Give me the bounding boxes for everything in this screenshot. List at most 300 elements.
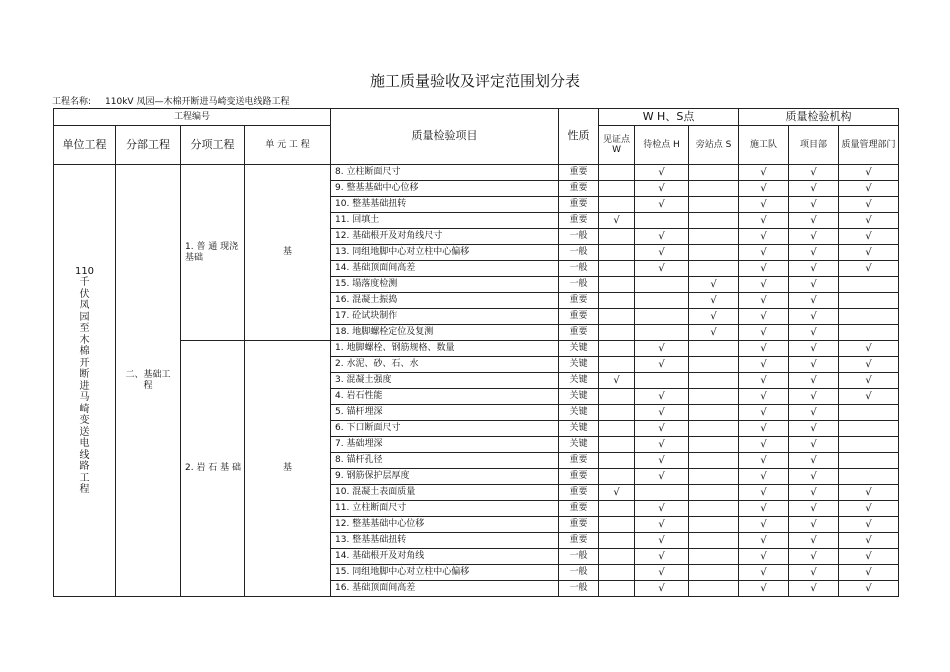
check-mark-icon: √ (810, 262, 817, 274)
check-cell (839, 197, 899, 213)
nature-cell: 关键 (559, 421, 599, 437)
check-cell (739, 549, 789, 565)
check-cell (599, 181, 635, 197)
unit-project-char: 110 (74, 265, 95, 277)
check-cell (739, 533, 789, 549)
check-cell (789, 341, 839, 357)
check-cell (839, 565, 899, 581)
check-cell (839, 581, 899, 597)
check-cell (839, 165, 899, 181)
check-mark-icon: √ (810, 550, 817, 562)
check-cell (739, 293, 789, 309)
nature-cell: 关键 (559, 405, 599, 421)
check-mark-icon: √ (865, 166, 872, 178)
check-cell (689, 389, 739, 405)
check-cell (689, 501, 739, 517)
check-mark-icon: √ (613, 214, 620, 226)
check-cell (839, 453, 899, 469)
unit-project-char: 凤 (79, 300, 90, 311)
check-mark-icon: √ (658, 582, 665, 594)
nature-cell: 一般 (559, 565, 599, 581)
check-mark-icon: √ (865, 198, 872, 210)
inspection-item: 12. 整基基础中心位移 (331, 517, 559, 533)
check-mark-icon: √ (613, 374, 620, 386)
check-cell (599, 357, 635, 373)
check-mark-icon: √ (658, 358, 665, 370)
nature-cell: 重要 (559, 501, 599, 517)
header-project-dept: 项目部 (789, 126, 839, 165)
check-cell (599, 309, 635, 325)
check-mark-icon: √ (760, 582, 767, 594)
check-cell (599, 517, 635, 533)
inspection-item: 6. 下口断面尺寸 (331, 421, 559, 437)
nature-cell: 一般 (559, 245, 599, 261)
check-mark-icon: √ (710, 326, 717, 338)
check-cell (839, 517, 899, 533)
unit-project-cell (54, 165, 116, 597)
check-mark-icon: √ (865, 246, 872, 258)
check-cell (839, 245, 899, 261)
check-mark-icon: √ (760, 214, 767, 226)
check-cell (739, 437, 789, 453)
check-mark-icon: √ (810, 454, 817, 466)
check-cell (839, 437, 899, 453)
nature-cell: 一般 (559, 581, 599, 597)
inspection-table (53, 108, 899, 597)
check-mark-icon: √ (760, 406, 767, 418)
unit-project-char: 千 (79, 277, 90, 288)
check-cell (689, 357, 739, 373)
check-cell (689, 421, 739, 437)
check-mark-icon: √ (760, 374, 767, 386)
check-cell (789, 261, 839, 277)
check-cell (789, 293, 839, 309)
header-element-project: 单 元 工 程 (245, 126, 331, 165)
check-mark-icon: √ (658, 166, 665, 178)
check-mark-icon: √ (760, 486, 767, 498)
check-mark-icon: √ (760, 246, 767, 258)
nature-cell: 重要 (559, 485, 599, 501)
check-mark-icon: √ (658, 534, 665, 546)
check-cell (689, 341, 739, 357)
check-cell (689, 197, 739, 213)
check-cell (739, 581, 789, 597)
check-cell (635, 341, 689, 357)
check-mark-icon: √ (865, 182, 872, 194)
check-cell (789, 581, 839, 597)
check-cell (635, 293, 689, 309)
unit-project-char: 断 (79, 369, 90, 380)
inspection-item: 11. 回填土 (331, 213, 559, 229)
header-side-point: 旁站点 S (689, 126, 739, 165)
check-cell (689, 437, 739, 453)
check-mark-icon: √ (658, 230, 665, 242)
check-cell (635, 549, 689, 565)
check-cell (635, 325, 689, 341)
check-mark-icon: √ (810, 406, 817, 418)
inspection-item: 15. 同组地脚中心对立柱中心偏移 (331, 565, 559, 581)
header-hold-point: 待检点 H (635, 126, 689, 165)
check-cell (839, 229, 899, 245)
check-cell (635, 165, 689, 181)
check-cell (599, 485, 635, 501)
nature-cell: 一般 (559, 549, 599, 565)
check-cell (635, 213, 689, 229)
check-cell (599, 325, 635, 341)
inspection-item: 10. 整基基础扭转 (331, 197, 559, 213)
check-mark-icon: √ (760, 422, 767, 434)
check-cell (739, 517, 789, 533)
check-mark-icon: √ (760, 198, 767, 210)
page-title: 施工质量验收及评定范围划分表 (369, 72, 580, 90)
check-cell (789, 373, 839, 389)
nature-cell: 重要 (559, 165, 599, 181)
check-mark-icon: √ (810, 198, 817, 210)
check-cell (739, 261, 789, 277)
check-mark-icon: √ (658, 342, 665, 354)
check-mark-icon: √ (865, 342, 872, 354)
header-witness-point: 见证点 W (599, 126, 635, 165)
check-cell (789, 389, 839, 405)
check-cell (635, 437, 689, 453)
check-cell (789, 453, 839, 469)
check-cell (635, 501, 689, 517)
check-mark-icon: √ (865, 214, 872, 226)
check-cell (635, 453, 689, 469)
nature-cell: 重要 (559, 293, 599, 309)
check-mark-icon: √ (710, 278, 717, 290)
check-cell (789, 325, 839, 341)
check-cell (839, 261, 899, 277)
check-cell (739, 565, 789, 581)
project-label: 工程名称: (52, 97, 92, 107)
inspection-item: 16. 基础顶面间高差 (331, 581, 559, 597)
check-cell (635, 421, 689, 437)
check-cell (789, 533, 839, 549)
check-cell (739, 277, 789, 293)
inspection-item: 2. 水泥、砂、石、水 (331, 357, 559, 373)
check-cell (689, 565, 739, 581)
inspection-item: 5. 锚杆埋深 (331, 405, 559, 421)
check-cell (689, 533, 739, 549)
check-cell (839, 421, 899, 437)
check-cell (599, 213, 635, 229)
check-cell (739, 485, 789, 501)
check-cell (599, 453, 635, 469)
check-mark-icon: √ (760, 326, 767, 338)
nature-cell: 重要 (559, 213, 599, 229)
unit-project-char: 崎 (79, 403, 90, 415)
inspection-item: 9. 整基基础中心位移 (331, 181, 559, 197)
nature-cell: 关键 (559, 341, 599, 357)
check-cell (739, 181, 789, 197)
check-cell (739, 389, 789, 405)
check-cell (689, 213, 739, 229)
check-mark-icon: √ (810, 502, 817, 514)
check-mark-icon: √ (865, 230, 872, 242)
inspection-item: 3. 混凝土强度 (331, 373, 559, 389)
check-cell (839, 309, 899, 325)
check-cell (689, 581, 739, 597)
check-mark-icon: √ (865, 518, 872, 530)
inspection-item: 12. 基础根开及对角线尺寸 (331, 229, 559, 245)
check-cell (739, 213, 789, 229)
check-cell (739, 453, 789, 469)
check-cell (635, 565, 689, 581)
item-project-cell: 2. 岩 石 基 础 (181, 341, 245, 597)
check-mark-icon: √ (760, 470, 767, 482)
check-cell (739, 245, 789, 261)
check-cell (689, 469, 739, 485)
item-project-cell: 1. 普 通 现浇基础 (181, 165, 245, 341)
project-line (52, 94, 289, 107)
check-cell (789, 277, 839, 293)
check-cell (599, 277, 635, 293)
check-cell (635, 197, 689, 213)
check-cell (839, 501, 899, 517)
check-cell (599, 421, 635, 437)
check-cell (739, 325, 789, 341)
check-cell (635, 389, 689, 405)
header-unit-project: 单位工程 (54, 126, 116, 165)
inspection-item: 11. 立柱断面尺寸 (331, 501, 559, 517)
check-cell (635, 405, 689, 421)
check-cell (789, 437, 839, 453)
element-project-cell: 基 (245, 165, 331, 341)
nature-cell: 关键 (559, 357, 599, 373)
nature-cell: 重要 (559, 453, 599, 469)
check-cell (635, 357, 689, 373)
unit-project-char: 电 (79, 438, 90, 449)
check-cell (739, 341, 789, 357)
check-mark-icon: √ (810, 438, 817, 450)
check-mark-icon: √ (760, 454, 767, 466)
check-cell (789, 421, 839, 437)
check-mark-icon: √ (810, 342, 817, 354)
check-mark-icon: √ (810, 230, 817, 242)
check-cell (789, 309, 839, 325)
check-mark-icon: √ (760, 262, 767, 274)
check-cell (635, 245, 689, 261)
header-whs-group: W H、S点 (599, 109, 739, 126)
check-mark-icon: √ (760, 278, 767, 290)
check-cell (635, 485, 689, 501)
check-mark-icon: √ (658, 182, 665, 194)
inspection-item: 13. 同组地脚中心对立柱中心偏移 (331, 245, 559, 261)
check-cell (635, 309, 689, 325)
check-cell (839, 341, 899, 357)
check-cell (839, 389, 899, 405)
check-mark-icon: √ (865, 358, 872, 370)
nature-cell: 关键 (559, 389, 599, 405)
check-mark-icon: √ (760, 182, 767, 194)
inspection-item: 9. 钢筋保护层厚度 (331, 469, 559, 485)
check-mark-icon: √ (760, 518, 767, 530)
check-cell (789, 229, 839, 245)
check-mark-icon: √ (613, 486, 620, 498)
check-mark-icon: √ (865, 390, 872, 402)
check-mark-icon: √ (658, 438, 665, 450)
unit-project-char: 程 (79, 484, 90, 495)
check-cell (599, 373, 635, 389)
check-mark-icon: √ (760, 230, 767, 242)
check-cell (839, 181, 899, 197)
check-mark-icon: √ (760, 294, 767, 306)
nature-cell: 一般 (559, 277, 599, 293)
check-mark-icon: √ (865, 486, 872, 498)
check-cell (739, 165, 789, 181)
unit-project-char: 工 (79, 472, 90, 484)
check-cell (839, 549, 899, 565)
check-mark-icon: √ (810, 294, 817, 306)
check-mark-icon: √ (810, 566, 817, 578)
check-mark-icon: √ (658, 198, 665, 210)
check-mark-icon: √ (865, 534, 872, 546)
check-cell (739, 229, 789, 245)
check-mark-icon: √ (658, 550, 665, 562)
check-mark-icon: √ (760, 342, 767, 354)
check-cell (739, 309, 789, 325)
header-quality-dept: 质量管理部门 (839, 126, 899, 165)
check-cell (599, 549, 635, 565)
nature-cell: 一般 (559, 261, 599, 277)
check-mark-icon: √ (810, 182, 817, 194)
check-mark-icon: √ (658, 422, 665, 434)
check-cell (689, 485, 739, 501)
check-mark-icon: √ (658, 470, 665, 482)
check-cell (739, 197, 789, 213)
check-cell (635, 469, 689, 485)
inspection-item: 18. 地脚螺栓定位及复测 (331, 325, 559, 341)
check-cell (599, 405, 635, 421)
check-cell (689, 405, 739, 421)
check-mark-icon: √ (865, 566, 872, 578)
unit-project-char: 变 (79, 415, 90, 426)
check-mark-icon: √ (760, 166, 767, 178)
check-cell (689, 293, 739, 309)
check-cell (635, 229, 689, 245)
nature-cell: 重要 (559, 325, 599, 341)
check-cell (635, 277, 689, 293)
check-cell (789, 501, 839, 517)
check-mark-icon: √ (810, 582, 817, 594)
check-cell (839, 357, 899, 373)
header-nature: 性质 (559, 109, 599, 165)
nature-cell: 重要 (559, 197, 599, 213)
check-mark-icon: √ (810, 534, 817, 546)
check-cell (599, 261, 635, 277)
element-project-cell: 基 (245, 341, 331, 597)
inspection-item: 4. 岩石性能 (331, 389, 559, 405)
check-cell (635, 373, 689, 389)
header-inspection-item: 质量检验项目 (331, 109, 559, 165)
header-org-group: 质量检验机构 (739, 109, 899, 126)
nature-cell: 重要 (559, 181, 599, 197)
check-mark-icon: √ (810, 246, 817, 258)
nature-cell: 重要 (559, 517, 599, 533)
inspection-item: 15. 塌落度检测 (331, 277, 559, 293)
check-mark-icon: √ (810, 390, 817, 402)
inspection-item: 14. 基础根开及对角线 (331, 549, 559, 565)
check-cell (599, 341, 635, 357)
check-cell (635, 517, 689, 533)
check-mark-icon: √ (760, 438, 767, 450)
check-cell (689, 277, 739, 293)
inspection-item: 7. 基础埋深 (331, 437, 559, 453)
table-body (54, 165, 899, 597)
check-mark-icon: √ (810, 310, 817, 322)
check-cell (689, 549, 739, 565)
check-cell (739, 357, 789, 373)
unit-project-char: 路 (79, 461, 90, 472)
nature-cell: 重要 (559, 533, 599, 549)
check-cell (599, 533, 635, 549)
inspection-item: 8. 立柱断面尺寸 (331, 165, 559, 181)
unit-project-char: 伏 (79, 288, 90, 300)
check-cell (789, 165, 839, 181)
check-cell (789, 405, 839, 421)
check-mark-icon: √ (658, 406, 665, 418)
unit-project-char: 至 (79, 323, 90, 334)
nature-cell: 关键 (559, 437, 599, 453)
check-mark-icon: √ (760, 502, 767, 514)
check-cell (839, 277, 899, 293)
check-cell (689, 325, 739, 341)
table-row (54, 341, 899, 357)
check-cell (789, 197, 839, 213)
check-cell (599, 581, 635, 597)
check-cell (599, 245, 635, 261)
unit-project-char: 开 (79, 357, 90, 369)
check-mark-icon: √ (810, 326, 817, 338)
check-cell (839, 293, 899, 309)
check-cell (635, 181, 689, 197)
check-cell (739, 405, 789, 421)
nature-cell: 重要 (559, 469, 599, 485)
check-cell (689, 373, 739, 389)
check-cell (689, 181, 739, 197)
check-cell (739, 373, 789, 389)
unit-project-char: 线 (79, 449, 90, 461)
check-cell (739, 501, 789, 517)
check-mark-icon: √ (658, 518, 665, 530)
check-cell (739, 421, 789, 437)
check-cell (599, 389, 635, 405)
check-cell (789, 181, 839, 197)
check-cell (839, 533, 899, 549)
project-name: 110kV 凤园—木棉开断进马崎变送电线路工程 (105, 97, 290, 107)
check-mark-icon: √ (658, 454, 665, 466)
check-cell (689, 517, 739, 533)
inspection-item: 10. 混凝土表面质量 (331, 485, 559, 501)
check-cell (599, 293, 635, 309)
unit-project-char: 送 (79, 426, 90, 438)
check-cell (689, 245, 739, 261)
unit-project-char: 园 (79, 311, 90, 323)
unit-project-char: 木 (79, 334, 90, 346)
check-cell (739, 469, 789, 485)
check-mark-icon: √ (810, 166, 817, 178)
check-mark-icon: √ (710, 294, 717, 306)
check-mark-icon: √ (865, 262, 872, 274)
check-mark-icon: √ (760, 358, 767, 370)
check-mark-icon: √ (810, 358, 817, 370)
sub-project-cell: 二、基础工程 (116, 165, 181, 597)
check-mark-icon: √ (810, 470, 817, 482)
check-cell (839, 213, 899, 229)
unit-project-char: 进 (79, 380, 90, 392)
check-cell (689, 309, 739, 325)
